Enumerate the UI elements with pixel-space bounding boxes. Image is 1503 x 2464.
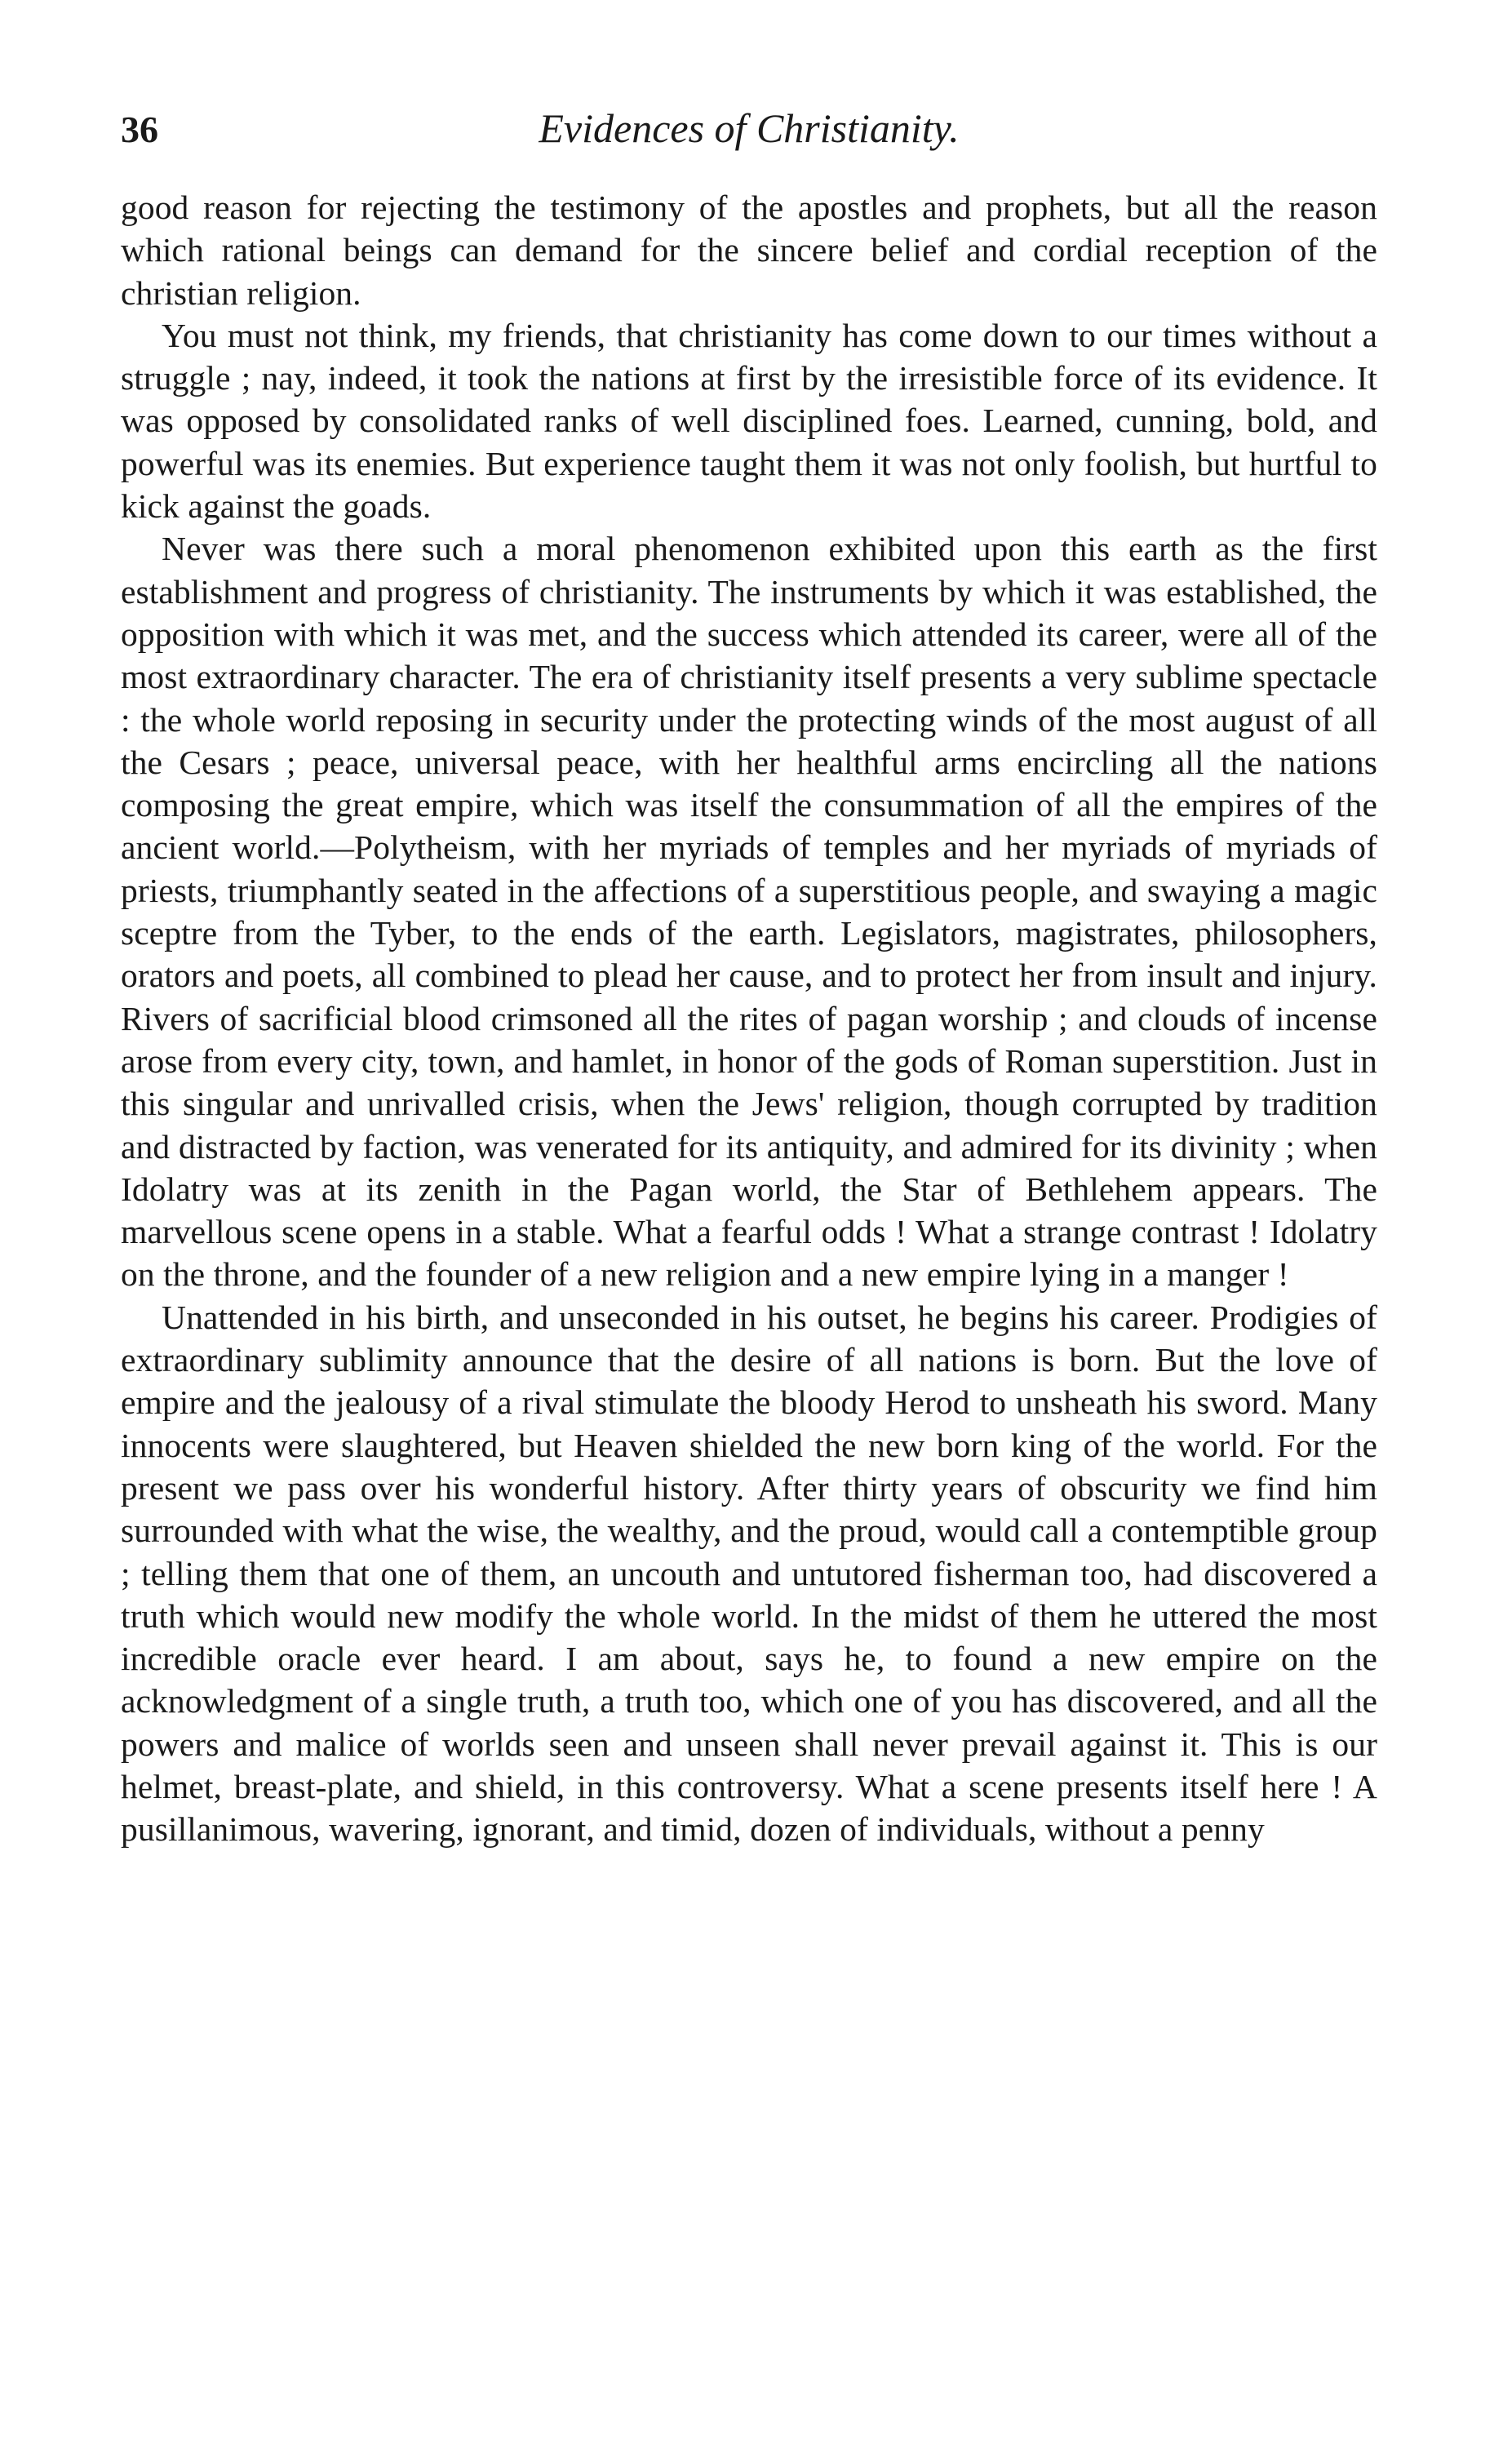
paragraph-career: Unattended in his birth, and unseconded in his outset, he begins his career. Prodigies of extraordinary sublimity announce that the desire of all nations is born. But the love of empire and the jealousy of a rival stimulate the bloody Herod to unsheath his sword. Many innocents were slaughtered, but Heaven shielded the new born king of the world. For the present we pass over his wonderful history. After thirty years of obscurity we find him surrounded with what the wise, the wealthy, and the proud, would call a contemptible group ; telling them that one of them, an uncouth and untutored fisherman too, had discovered a truth which would new modify the whole world. In the midst of them he uttered the most incredible oracle ever heard. I am about, says he, to found a new empire on the acknowledgment of a single truth, a truth too, which one of you has discovered, and all the powers and malice of worlds seen and unseen shall never prevail against it. This is our helmet, breast-plate, and shield, in this controversy. What a scene presents itself here ! A pusillanimous, wavering, ignorant, and timid, dozen of individuals, without a penny: [121, 1298, 1377, 1849]
paragraph-continuation: good reason for rejecting the testimony of the apostles and prophets, but all the reason which rational beings can demand for the sincere belief and cordial reception of the christian religion.: [121, 189, 1377, 312]
running-head: [121, 98, 1377, 163]
running-title: Evidences of Christianity.: [539, 105, 960, 151]
paragraph-struggle: You must not think, my friends, that christianity has come down to our times without a struggle ; nay, indeed, it took the nations at first by the irresistible force of its evidence. It was opposed by consolidated ranks of well disciplined foes. Learned, cunning, bold, and powerful was its enemies. But experience taught them it was not only foolish, but hurtful to kick against the goads.: [121, 316, 1377, 526]
page-number: 36: [121, 109, 158, 150]
book-page: [121, 98, 1377, 1851]
body-text: [121, 186, 1377, 1851]
paragraph-moral-phenomenon: Never was there such a moral phenomenon exhibited upon this earth as the first establishment and progress of christianity. The instruments by which it was established, the opposition with which it was met, and the success which attended its career, were all of the most extraordinary character. The era of christianity itself presents a very sublime spectacle : the whole world reposing in security under the protecting winds of the most august of all the Cesars ; peace, universal peace, with her healthful arms encircling all the nations composing the great empire, which was itself the consummation of all the empires of the ancient world.—Polytheism, with her myriads of temples and her myriads of myriads of priests, triumphantly seated in the affections of a superstitious people, and swaying a magic sceptre from the Tyber, to the ends of the earth. Legislators, magistrates, philosophers, orators and poets, all combined to plead her cause, and to protect her from insult and injury. Rivers of sacrificial blood crimsoned all the rites of pagan worship ; and clouds of incense arose from every city, town, and hamlet, in honor of the gods of Roman superstition. Just in this singular and unrivalled crisis, when the Jews' religion, though corrupted by tradition and distracted by faction, was venerated for its antiquity, and admired for its divinity ; when Idolatry was at its zenith in the Pagan world, the Star of Bethlehem appears. The marvellous scene opens in a stable. What a fearful odds ! What a strange contrast ! Idolatry on the throne, and the founder of a new religion and a new empire lying in a manger !: [121, 530, 1377, 1294]
